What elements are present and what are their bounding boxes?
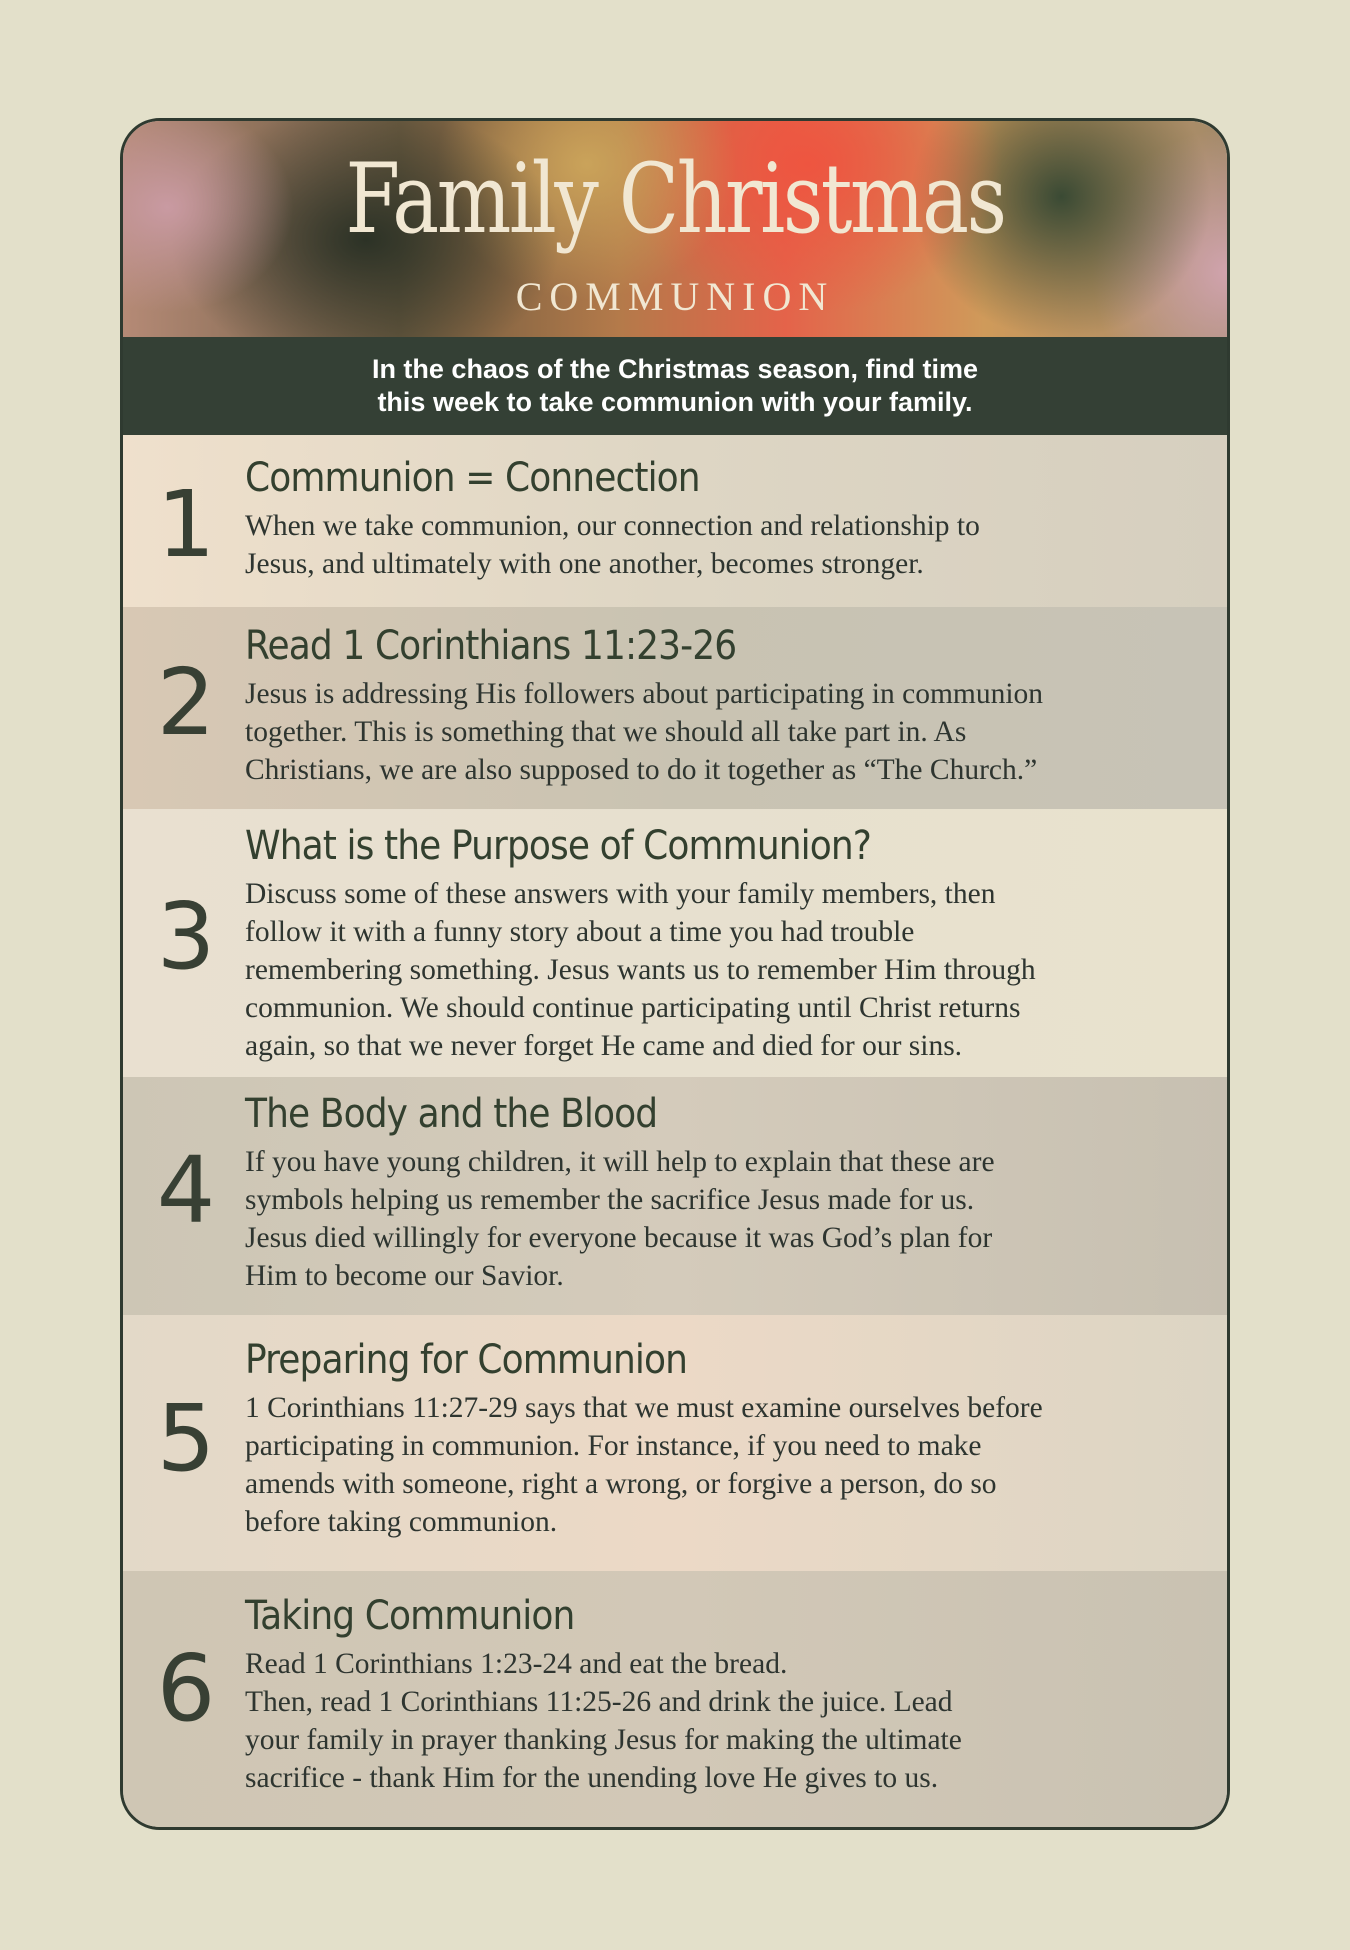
step-body-line: Jesus is addressing His followers about participating in communion <box>245 678 1044 710</box>
step-body-line: Him to become our Savior. <box>245 1260 564 1292</box>
step-number: 3 <box>156 883 216 990</box>
intro-line-1: In the chaos of the Christmas season, find time <box>371 354 979 384</box>
step-body-line: Then, read 1 Corinthians 11:25-26 and drink the juice. Lead <box>245 1686 953 1718</box>
step-title: Taking Communion <box>245 1593 575 1639</box>
step-body-line: symbols helping us remember the sacrifice Jesus made for us. <box>245 1184 975 1216</box>
step-4 <box>123 1077 1227 1315</box>
step-number: 2 <box>156 649 216 756</box>
step-body <box>245 875 1195 1065</box>
step-body <box>245 1143 1195 1295</box>
page-subtitle: COMMUNION <box>515 274 835 319</box>
step-body <box>245 1645 1195 1797</box>
step-1 <box>123 435 1227 607</box>
step-body-line: participating in communion. For instance, if you need to make <box>245 1430 982 1462</box>
intro-band <box>123 337 1227 435</box>
step-body-line: Christians, we are also supposed to do it together as “The Church.” <box>245 754 1038 786</box>
step-number: 1 <box>156 471 216 578</box>
step-body <box>245 507 1195 583</box>
step-number: 4 <box>156 1137 216 1244</box>
step-body-line: remembering something. Jesus wants us to remember Him through <box>245 954 1036 986</box>
step-body-line: follow it with a funny story about a time you had trouble <box>245 916 915 948</box>
step-title: What is the Purpose of Communion? <box>245 823 872 869</box>
step-body-line: Discuss some of these answers with your family members, then <box>245 878 996 910</box>
step-body-line: amends with someone, right a wrong, or forgive a person, do so <box>245 1468 997 1500</box>
step-body-line: Jesus, and ultimately with one another, becomes stronger. <box>245 548 924 580</box>
step-body <box>245 1389 1195 1541</box>
step-body-line: Jesus died willingly for everyone because it was God’s plan for <box>245 1222 993 1254</box>
step-title: The Body and the Blood <box>245 1091 658 1137</box>
step-body <box>245 675 1195 789</box>
step-2 <box>123 607 1227 809</box>
step-body-line: Read 1 Corinthians 1:23-24 and eat the bread. <box>245 1648 788 1680</box>
step-body-line: your family in prayer thanking Jesus for making the ultimate <box>245 1724 962 1756</box>
step-5 <box>123 1315 1227 1571</box>
step-body-line: again, so that we never forget He came and died for our sins. <box>245 1030 963 1062</box>
step-body-line: before taking communion. <box>245 1506 558 1538</box>
intro-line-2: this week to take communion with your family. <box>377 387 973 417</box>
step-6 <box>123 1571 1227 1830</box>
step-number: 6 <box>156 1635 216 1742</box>
step-body-line: If you have young children, it will help to explain that these are <box>245 1146 995 1178</box>
page-title: Family Christmas <box>345 143 1005 255</box>
step-body-line: sacrifice - thank Him for the unending love He gives to us. <box>245 1762 939 1794</box>
step-body-line: 1 Corinthians 11:27-29 says that we must examine ourselves before <box>245 1392 1043 1424</box>
step-title: Preparing for Communion <box>245 1337 688 1383</box>
communion-card <box>120 118 1230 1830</box>
step-body-line: together. This is something that we should all take part in. As <box>245 716 967 748</box>
step-number: 5 <box>156 1385 216 1492</box>
step-body-line: communion. We should continue participating until Christ returns <box>245 992 1021 1024</box>
header-banner <box>123 121 1227 337</box>
step-title: Read 1 Corinthians 11:23-26 <box>245 623 737 669</box>
step-title: Communion = Connection <box>245 455 700 501</box>
step-body-line: When we take communion, our connection and relationship to <box>245 510 980 542</box>
step-3 <box>123 809 1227 1077</box>
